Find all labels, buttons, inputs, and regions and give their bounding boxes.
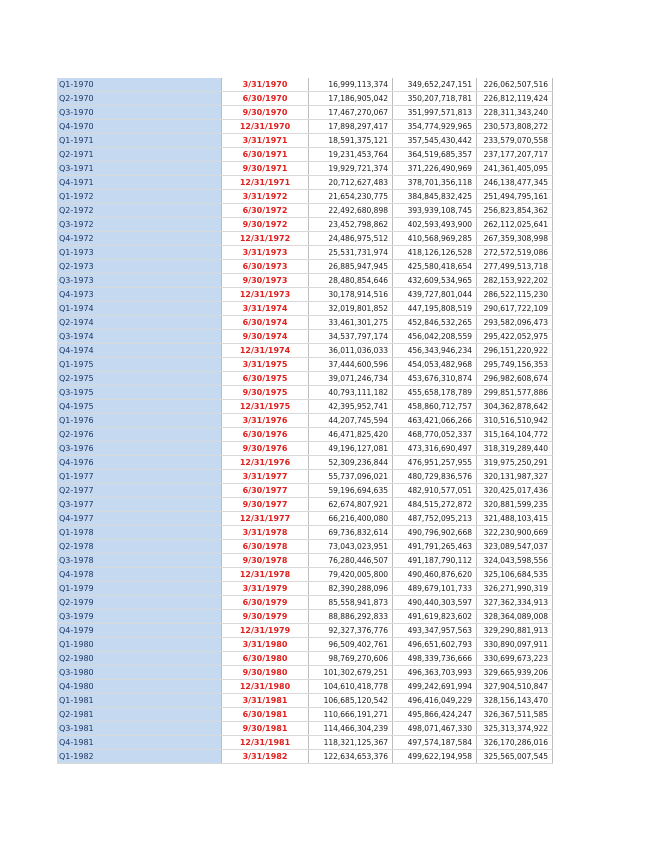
value-cell-3: 328,364,089,008: [477, 610, 553, 624]
value-cell-1: 19,231,453,764: [309, 148, 393, 162]
quarter-cell: Q2-1976: [57, 428, 222, 442]
table-row: [57, 694, 553, 708]
value-cell-2: 393,939,108,745: [393, 204, 477, 218]
table-row: [57, 736, 553, 750]
date-cell: 3/31/1973: [222, 246, 309, 260]
value-cell-1: 42,395,952,741: [309, 400, 393, 414]
date-cell: 3/31/1970: [222, 78, 309, 92]
value-cell-3: 329,290,881,913: [477, 624, 553, 638]
value-cell-1: 17,898,297,417: [309, 120, 393, 134]
value-cell-2: 452,846,532,265: [393, 316, 477, 330]
value-cell-1: 101,302,679,251: [309, 666, 393, 680]
value-cell-1: 39,071,246,734: [309, 372, 393, 386]
quarter-cell: Q2-1978: [57, 540, 222, 554]
value-cell-2: 364,519,685,357: [393, 148, 477, 162]
value-cell-2: 453,676,310,874: [393, 372, 477, 386]
table-row: [57, 106, 553, 120]
quarter-cell: Q2-1980: [57, 652, 222, 666]
table-row: [57, 652, 553, 666]
quarter-cell: Q3-1972: [57, 218, 222, 232]
date-cell: 6/30/1970: [222, 92, 309, 106]
value-cell-1: 28,480,854,646: [309, 274, 393, 288]
value-cell-1: 19,929,721,374: [309, 162, 393, 176]
value-cell-3: 277,499,513,718: [477, 260, 553, 274]
value-cell-3: 282,153,922,202: [477, 274, 553, 288]
date-cell: 6/30/1977: [222, 484, 309, 498]
value-cell-1: 40,793,111,182: [309, 386, 393, 400]
date-cell: 3/31/1974: [222, 302, 309, 316]
date-cell: 6/30/1971: [222, 148, 309, 162]
date-cell: 12/31/1970: [222, 120, 309, 134]
date-cell: 6/30/1981: [222, 708, 309, 722]
table-row: [57, 386, 553, 400]
value-cell-1: 36,011,036,033: [309, 344, 393, 358]
value-cell-2: 351,997,571,813: [393, 106, 477, 120]
value-cell-2: 496,363,703,993: [393, 666, 477, 680]
date-cell: 9/30/1978: [222, 554, 309, 568]
value-cell-1: 33,461,301,275: [309, 316, 393, 330]
value-cell-3: 318,319,289,440: [477, 442, 553, 456]
value-cell-3: 295,422,052,975: [477, 330, 553, 344]
value-cell-3: 228,311,343,240: [477, 106, 553, 120]
date-cell: 12/31/1980: [222, 680, 309, 694]
value-cell-2: 371,226,490,969: [393, 162, 477, 176]
quarter-cell: Q1-1974: [57, 302, 222, 316]
quarter-cell: Q3-1974: [57, 330, 222, 344]
table-row: [57, 666, 553, 680]
date-cell: 12/31/1973: [222, 288, 309, 302]
value-cell-3: 256,823,854,362: [477, 204, 553, 218]
quarter-cell: Q3-1980: [57, 666, 222, 680]
quarter-cell: Q1-1973: [57, 246, 222, 260]
quarter-cell: Q1-1982: [57, 750, 222, 764]
value-cell-1: 59,196,694,635: [309, 484, 393, 498]
value-cell-3: 296,151,220,922: [477, 344, 553, 358]
value-cell-3: 320,425,017,436: [477, 484, 553, 498]
table-row: [57, 456, 553, 470]
value-cell-1: 49,196,127,081: [309, 442, 393, 456]
value-cell-1: 55,737,096,021: [309, 470, 393, 484]
date-cell: 3/31/1979: [222, 582, 309, 596]
quarter-cell: Q3-1981: [57, 722, 222, 736]
quarter-cell: Q3-1973: [57, 274, 222, 288]
value-cell-3: 330,890,097,911: [477, 638, 553, 652]
value-cell-1: 110,666,191,271: [309, 708, 393, 722]
date-cell: 9/30/1972: [222, 218, 309, 232]
value-cell-2: 402,593,493,900: [393, 218, 477, 232]
quarter-cell: Q3-1979: [57, 610, 222, 624]
table-row: [57, 400, 553, 414]
value-cell-2: 349,652,247,151: [393, 78, 477, 92]
table-row: [57, 582, 553, 596]
value-cell-2: 491,619,823,602: [393, 610, 477, 624]
value-cell-3: 329,665,939,206: [477, 666, 553, 680]
value-cell-3: 319,975,250,291: [477, 456, 553, 470]
value-cell-3: 323,089,547,037: [477, 540, 553, 554]
value-cell-1: 96,509,402,761: [309, 638, 393, 652]
quarter-cell: Q4-1972: [57, 232, 222, 246]
value-cell-2: 456,343,946,234: [393, 344, 477, 358]
quarter-cell: Q1-1971: [57, 134, 222, 148]
value-cell-1: 20,712,627,483: [309, 176, 393, 190]
date-cell: 3/31/1972: [222, 190, 309, 204]
date-cell: 6/30/1980: [222, 652, 309, 666]
table-row: [57, 246, 553, 260]
date-cell: 3/31/1971: [222, 134, 309, 148]
value-cell-1: 69,736,832,614: [309, 526, 393, 540]
value-cell-1: 34,537,797,174: [309, 330, 393, 344]
table-row: [57, 540, 553, 554]
value-cell-3: 241,361,405,095: [477, 162, 553, 176]
table-row: [57, 92, 553, 106]
date-cell: 3/31/1978: [222, 526, 309, 540]
value-cell-1: 62,674,807,921: [309, 498, 393, 512]
value-cell-2: 482,910,577,051: [393, 484, 477, 498]
value-cell-3: 246,138,477,345: [477, 176, 553, 190]
date-cell: 9/30/1979: [222, 610, 309, 624]
table-row: [57, 610, 553, 624]
table-row: [57, 680, 553, 694]
quarter-cell: Q1-1977: [57, 470, 222, 484]
quarter-cell: Q3-1977: [57, 498, 222, 512]
value-cell-2: 496,416,049,229: [393, 694, 477, 708]
value-cell-2: 498,339,736,666: [393, 652, 477, 666]
table-body: [57, 78, 553, 764]
table-row: [57, 722, 553, 736]
value-cell-2: 476,951,257,955: [393, 456, 477, 470]
value-cell-2: 458,860,712,757: [393, 400, 477, 414]
value-cell-2: 447,195,808,519: [393, 302, 477, 316]
value-cell-3: 299,851,577,886: [477, 386, 553, 400]
value-cell-2: 456,042,208,559: [393, 330, 477, 344]
value-cell-3: 328,156,143,470: [477, 694, 553, 708]
table-row: [57, 624, 553, 638]
value-cell-2: 480,729,836,576: [393, 470, 477, 484]
value-cell-2: 354,774,929,965: [393, 120, 477, 134]
quarter-cell: Q3-1978: [57, 554, 222, 568]
date-cell: 12/31/1971: [222, 176, 309, 190]
value-cell-1: 114,466,304,239: [309, 722, 393, 736]
quarter-cell: Q2-1981: [57, 708, 222, 722]
table-row: [57, 190, 553, 204]
value-cell-3: 325,565,007,545: [477, 750, 553, 764]
value-cell-1: 24,486,975,512: [309, 232, 393, 246]
quarter-cell: Q2-1973: [57, 260, 222, 274]
table-row: [57, 78, 553, 92]
value-cell-2: 497,574,187,584: [393, 736, 477, 750]
table-row: [57, 344, 553, 358]
table-row: [57, 316, 553, 330]
quarter-cell: Q4-1976: [57, 456, 222, 470]
value-cell-1: 44,207,745,594: [309, 414, 393, 428]
value-cell-3: 272,572,519,086: [477, 246, 553, 260]
value-cell-3: 262,112,025,641: [477, 218, 553, 232]
quarter-cell: Q4-1977: [57, 512, 222, 526]
date-cell: 3/31/1980: [222, 638, 309, 652]
value-cell-2: 350,207,718,781: [393, 92, 477, 106]
value-cell-1: 52,309,236,844: [309, 456, 393, 470]
value-cell-1: 37,444,600,596: [309, 358, 393, 372]
value-cell-2: 357,545,430,442: [393, 134, 477, 148]
table-row: [57, 162, 553, 176]
table-row: [57, 750, 553, 764]
table-row: [57, 302, 553, 316]
quarter-cell: Q1-1981: [57, 694, 222, 708]
value-cell-2: 463,421,066,266: [393, 414, 477, 428]
value-cell-2: 491,791,265,463: [393, 540, 477, 554]
value-cell-1: 66,216,400,080: [309, 512, 393, 526]
table-row: [57, 414, 553, 428]
value-cell-2: 418,126,126,528: [393, 246, 477, 260]
value-cell-1: 98,769,270,606: [309, 652, 393, 666]
table-row: [57, 134, 553, 148]
table-row: [57, 358, 553, 372]
value-cell-3: 296,982,608,674: [477, 372, 553, 386]
date-cell: 9/30/1977: [222, 498, 309, 512]
value-cell-1: 23,452,798,862: [309, 218, 393, 232]
value-cell-2: 490,796,902,668: [393, 526, 477, 540]
date-cell: 6/30/1976: [222, 428, 309, 442]
value-cell-1: 17,186,905,042: [309, 92, 393, 106]
quarter-cell: Q1-1976: [57, 414, 222, 428]
value-cell-1: 73,043,023,951: [309, 540, 393, 554]
date-cell: 9/30/1981: [222, 722, 309, 736]
value-cell-2: 491,187,790,112: [393, 554, 477, 568]
value-cell-1: 16,999,113,374: [309, 78, 393, 92]
quarter-cell: Q4-1981: [57, 736, 222, 750]
value-cell-3: 286,522,115,230: [477, 288, 553, 302]
date-cell: 9/30/1974: [222, 330, 309, 344]
value-cell-2: 468,770,052,337: [393, 428, 477, 442]
table-row: [57, 260, 553, 274]
table-row: [57, 218, 553, 232]
date-cell: 12/31/1972: [222, 232, 309, 246]
value-cell-3: 293,582,096,473: [477, 316, 553, 330]
date-cell: 9/30/1970: [222, 106, 309, 120]
date-cell: 9/30/1973: [222, 274, 309, 288]
date-cell: 12/31/1974: [222, 344, 309, 358]
quarter-cell: Q3-1975: [57, 386, 222, 400]
date-cell: 12/31/1978: [222, 568, 309, 582]
value-cell-2: 490,440,303,597: [393, 596, 477, 610]
value-cell-3: 326,367,511,585: [477, 708, 553, 722]
table-row: [57, 428, 553, 442]
quarter-cell: Q4-1970: [57, 120, 222, 134]
date-cell: 6/30/1975: [222, 372, 309, 386]
date-cell: 12/31/1977: [222, 512, 309, 526]
value-cell-2: 499,242,691,994: [393, 680, 477, 694]
table-row: [57, 148, 553, 162]
quarter-cell: Q3-1976: [57, 442, 222, 456]
quarter-cell: Q2-1970: [57, 92, 222, 106]
table-row: [57, 176, 553, 190]
date-cell: 12/31/1979: [222, 624, 309, 638]
table-row: [57, 288, 553, 302]
value-cell-3: 327,362,334,913: [477, 596, 553, 610]
value-cell-1: 122,634,653,376: [309, 750, 393, 764]
value-cell-1: 18,591,375,121: [309, 134, 393, 148]
quarter-cell: Q4-1975: [57, 400, 222, 414]
value-cell-2: 454,053,482,968: [393, 358, 477, 372]
quarterly-data-table: [57, 78, 553, 764]
value-cell-2: 439,727,801,044: [393, 288, 477, 302]
date-cell: 9/30/1971: [222, 162, 309, 176]
date-cell: 9/30/1976: [222, 442, 309, 456]
value-cell-2: 495,866,424,247: [393, 708, 477, 722]
table-row: [57, 708, 553, 722]
value-cell-3: 251,494,795,161: [477, 190, 553, 204]
quarter-cell: Q1-1970: [57, 78, 222, 92]
table-row: [57, 204, 553, 218]
value-cell-3: 226,812,119,424: [477, 92, 553, 106]
value-cell-1: 76,280,446,507: [309, 554, 393, 568]
value-cell-1: 21,654,230,775: [309, 190, 393, 204]
value-cell-3: 321,488,103,415: [477, 512, 553, 526]
value-cell-2: 384,845,832,425: [393, 190, 477, 204]
value-cell-3: 325,313,374,922: [477, 722, 553, 736]
value-cell-2: 425,580,418,654: [393, 260, 477, 274]
date-cell: 9/30/1980: [222, 666, 309, 680]
date-cell: 6/30/1972: [222, 204, 309, 218]
value-cell-1: 32,019,801,852: [309, 302, 393, 316]
quarter-cell: Q1-1978: [57, 526, 222, 540]
date-cell: 12/31/1975: [222, 400, 309, 414]
table-row: [57, 120, 553, 134]
date-cell: 6/30/1979: [222, 596, 309, 610]
table-row: [57, 442, 553, 456]
quarter-cell: Q1-1979: [57, 582, 222, 596]
quarter-cell: Q2-1977: [57, 484, 222, 498]
value-cell-3: 230,573,808,272: [477, 120, 553, 134]
value-cell-1: 26,885,947,945: [309, 260, 393, 274]
value-cell-3: 326,271,990,319: [477, 582, 553, 596]
value-cell-3: 320,131,987,327: [477, 470, 553, 484]
value-cell-3: 237,177,207,717: [477, 148, 553, 162]
value-cell-1: 79,420,005,800: [309, 568, 393, 582]
value-cell-2: 455,658,178,789: [393, 386, 477, 400]
value-cell-3: 295,749,156,353: [477, 358, 553, 372]
quarter-cell: Q1-1980: [57, 638, 222, 652]
quarter-cell: Q4-1973: [57, 288, 222, 302]
value-cell-2: 473,316,690,497: [393, 442, 477, 456]
quarter-cell: Q2-1974: [57, 316, 222, 330]
table-row: [57, 568, 553, 582]
value-cell-2: 498,071,467,330: [393, 722, 477, 736]
table-row: [57, 554, 553, 568]
value-cell-3: 310,516,510,942: [477, 414, 553, 428]
quarter-cell: Q4-1974: [57, 344, 222, 358]
quarter-cell: Q2-1979: [57, 596, 222, 610]
value-cell-2: 493,347,957,563: [393, 624, 477, 638]
date-cell: 3/31/1975: [222, 358, 309, 372]
date-cell: 6/30/1973: [222, 260, 309, 274]
value-cell-2: 499,622,194,958: [393, 750, 477, 764]
date-cell: 6/30/1978: [222, 540, 309, 554]
table-row: [57, 638, 553, 652]
value-cell-1: 92,327,376,776: [309, 624, 393, 638]
value-cell-1: 106,685,120,542: [309, 694, 393, 708]
value-cell-2: 378,701,356,118: [393, 176, 477, 190]
value-cell-1: 88,886,292,833: [309, 610, 393, 624]
value-cell-3: 330,699,673,223: [477, 652, 553, 666]
date-cell: 3/31/1981: [222, 694, 309, 708]
value-cell-3: 327,904,510,847: [477, 680, 553, 694]
quarter-cell: Q4-1979: [57, 624, 222, 638]
value-cell-2: 484,515,272,872: [393, 498, 477, 512]
value-cell-3: 326,170,286,016: [477, 736, 553, 750]
date-cell: 3/31/1982: [222, 750, 309, 764]
value-cell-3: 325,106,684,535: [477, 568, 553, 582]
table-row: [57, 512, 553, 526]
date-cell: 6/30/1974: [222, 316, 309, 330]
quarter-cell: Q2-1972: [57, 204, 222, 218]
value-cell-1: 82,390,288,096: [309, 582, 393, 596]
quarter-cell: Q4-1971: [57, 176, 222, 190]
value-cell-1: 118,321,125,367: [309, 736, 393, 750]
table-row: [57, 372, 553, 386]
value-cell-3: 324,043,598,556: [477, 554, 553, 568]
table-row: [57, 330, 553, 344]
table-row: [57, 274, 553, 288]
date-cell: 12/31/1976: [222, 456, 309, 470]
value-cell-1: 104,610,418,778: [309, 680, 393, 694]
date-cell: 3/31/1977: [222, 470, 309, 484]
quarter-cell: Q4-1980: [57, 680, 222, 694]
value-cell-1: 30,178,914,516: [309, 288, 393, 302]
quarter-cell: Q3-1971: [57, 162, 222, 176]
value-cell-2: 432,609,534,965: [393, 274, 477, 288]
table-row: [57, 470, 553, 484]
value-cell-2: 487,752,095,213: [393, 512, 477, 526]
value-cell-2: 410,568,969,285: [393, 232, 477, 246]
value-cell-2: 490,460,876,620: [393, 568, 477, 582]
quarter-cell: Q2-1971: [57, 148, 222, 162]
date-cell: 9/30/1975: [222, 386, 309, 400]
value-cell-1: 85,558,941,873: [309, 596, 393, 610]
value-cell-2: 489,679,101,733: [393, 582, 477, 596]
value-cell-3: 315,164,104,772: [477, 428, 553, 442]
table-row: [57, 484, 553, 498]
quarter-cell: Q1-1972: [57, 190, 222, 204]
value-cell-3: 304,362,878,642: [477, 400, 553, 414]
value-cell-3: 290,617,722,109: [477, 302, 553, 316]
quarter-cell: Q3-1970: [57, 106, 222, 120]
table-row: [57, 526, 553, 540]
value-cell-3: 320,881,599,235: [477, 498, 553, 512]
value-cell-1: 46,471,825,420: [309, 428, 393, 442]
date-cell: 12/31/1981: [222, 736, 309, 750]
value-cell-3: 226,062,507,516: [477, 78, 553, 92]
quarter-cell: Q1-1975: [57, 358, 222, 372]
value-cell-1: 17,467,270,067: [309, 106, 393, 120]
value-cell-1: 22,492,680,898: [309, 204, 393, 218]
table-row: [57, 498, 553, 512]
date-cell: 3/31/1976: [222, 414, 309, 428]
quarter-cell: Q2-1975: [57, 372, 222, 386]
value-cell-3: 233,579,070,558: [477, 134, 553, 148]
quarter-cell: Q4-1978: [57, 568, 222, 582]
table-row: [57, 596, 553, 610]
value-cell-3: 322,230,900,669: [477, 526, 553, 540]
value-cell-2: 496,651,602,793: [393, 638, 477, 652]
value-cell-3: 267,359,308,998: [477, 232, 553, 246]
value-cell-1: 25,531,731,974: [309, 246, 393, 260]
table-row: [57, 232, 553, 246]
